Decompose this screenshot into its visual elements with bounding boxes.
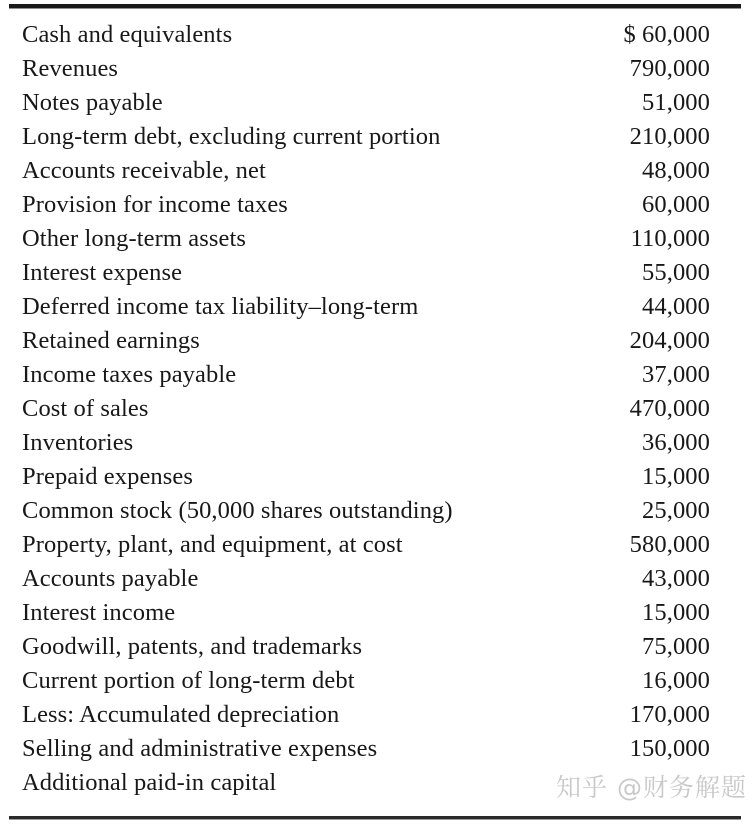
account-value: 60,000 bbox=[642, 191, 710, 218]
account-label: Accounts receivable, net bbox=[22, 157, 266, 184]
account-label: Interest income bbox=[22, 599, 176, 626]
watermark-text: 知乎 @财务解题 bbox=[556, 773, 747, 802]
account-value: 36,000 bbox=[642, 429, 710, 456]
account-label: Common stock (50,000 shares outstanding) bbox=[22, 497, 453, 524]
account-value: 210,000 bbox=[629, 123, 710, 150]
account-value: 580,000 bbox=[629, 531, 710, 558]
account-label: Prepaid expenses bbox=[22, 463, 194, 490]
table-row bbox=[0, 52, 755, 86]
account-value: 48,000 bbox=[642, 157, 710, 184]
account-value: 55,000 bbox=[642, 259, 710, 286]
account-label: Additional paid-in capital bbox=[22, 769, 277, 796]
account-label: Selling and administrative expenses bbox=[22, 735, 378, 762]
account-value: 110,000 bbox=[630, 225, 710, 252]
account-value: 37,000 bbox=[642, 361, 710, 388]
account-value: 204,000 bbox=[629, 327, 710, 354]
table-row bbox=[0, 154, 755, 188]
table-row bbox=[0, 630, 755, 664]
account-label: Accounts payable bbox=[22, 565, 199, 592]
account-label: Cost of sales bbox=[22, 395, 149, 422]
table-row bbox=[0, 426, 755, 460]
table-row bbox=[0, 290, 755, 324]
table-row bbox=[0, 596, 755, 630]
account-value: 15,000 bbox=[642, 463, 710, 490]
table-row bbox=[0, 766, 755, 800]
table-row bbox=[0, 188, 755, 222]
account-value: $ 60,000 bbox=[623, 21, 710, 48]
account-value: 470,000 bbox=[629, 395, 710, 422]
account-label: Inventories bbox=[22, 429, 134, 456]
account-value: 75,000 bbox=[642, 633, 710, 660]
table-row bbox=[0, 392, 755, 426]
account-value: 43,000 bbox=[642, 565, 710, 592]
table-row bbox=[0, 460, 755, 494]
account-label: Income taxes payable bbox=[22, 361, 237, 388]
table-row bbox=[0, 698, 755, 732]
account-rows bbox=[0, 18, 755, 800]
table-row bbox=[0, 222, 755, 256]
account-label: Other long-term assets bbox=[22, 225, 247, 252]
table-row bbox=[0, 358, 755, 392]
account-label: Current portion of long-term debt bbox=[22, 667, 355, 694]
account-label: Notes payable bbox=[22, 89, 163, 116]
account-value: 150,000 bbox=[629, 735, 710, 762]
table-row bbox=[0, 120, 755, 154]
table-row bbox=[0, 256, 755, 290]
table-row bbox=[0, 664, 755, 698]
account-value: 16,000 bbox=[642, 667, 710, 694]
table-row bbox=[0, 494, 755, 528]
account-label: Retained earnings bbox=[22, 327, 200, 354]
account-label: Less: Accumulated depreciation bbox=[22, 701, 340, 728]
account-label: Cash and equivalents bbox=[22, 21, 233, 48]
account-label: Property, plant, and equipment, at cost bbox=[22, 531, 403, 558]
table-top-rule bbox=[9, 4, 741, 9]
account-label: Provision for income taxes bbox=[22, 191, 288, 218]
account-value: 25,000 bbox=[642, 497, 710, 524]
account-label: Revenues bbox=[22, 55, 119, 82]
account-value: 170,000 bbox=[629, 701, 710, 728]
account-label: Goodwill, patents, and trademarks bbox=[22, 633, 363, 660]
table-row bbox=[0, 18, 755, 52]
account-value: 790,000 bbox=[629, 55, 710, 82]
account-value: 15,000 bbox=[642, 599, 710, 626]
table-row bbox=[0, 732, 755, 766]
account-label: Deferred income tax liability–long-term bbox=[22, 293, 419, 320]
account-value: 51,000 bbox=[642, 89, 710, 116]
table-row bbox=[0, 528, 755, 562]
table-row bbox=[0, 86, 755, 120]
table-bottom-rule bbox=[9, 816, 741, 820]
table-row bbox=[0, 562, 755, 596]
account-value: 44,000 bbox=[642, 293, 710, 320]
account-label: Long-term debt, excluding current portion bbox=[22, 123, 441, 150]
table-row bbox=[0, 324, 755, 358]
account-label: Interest expense bbox=[22, 259, 183, 286]
